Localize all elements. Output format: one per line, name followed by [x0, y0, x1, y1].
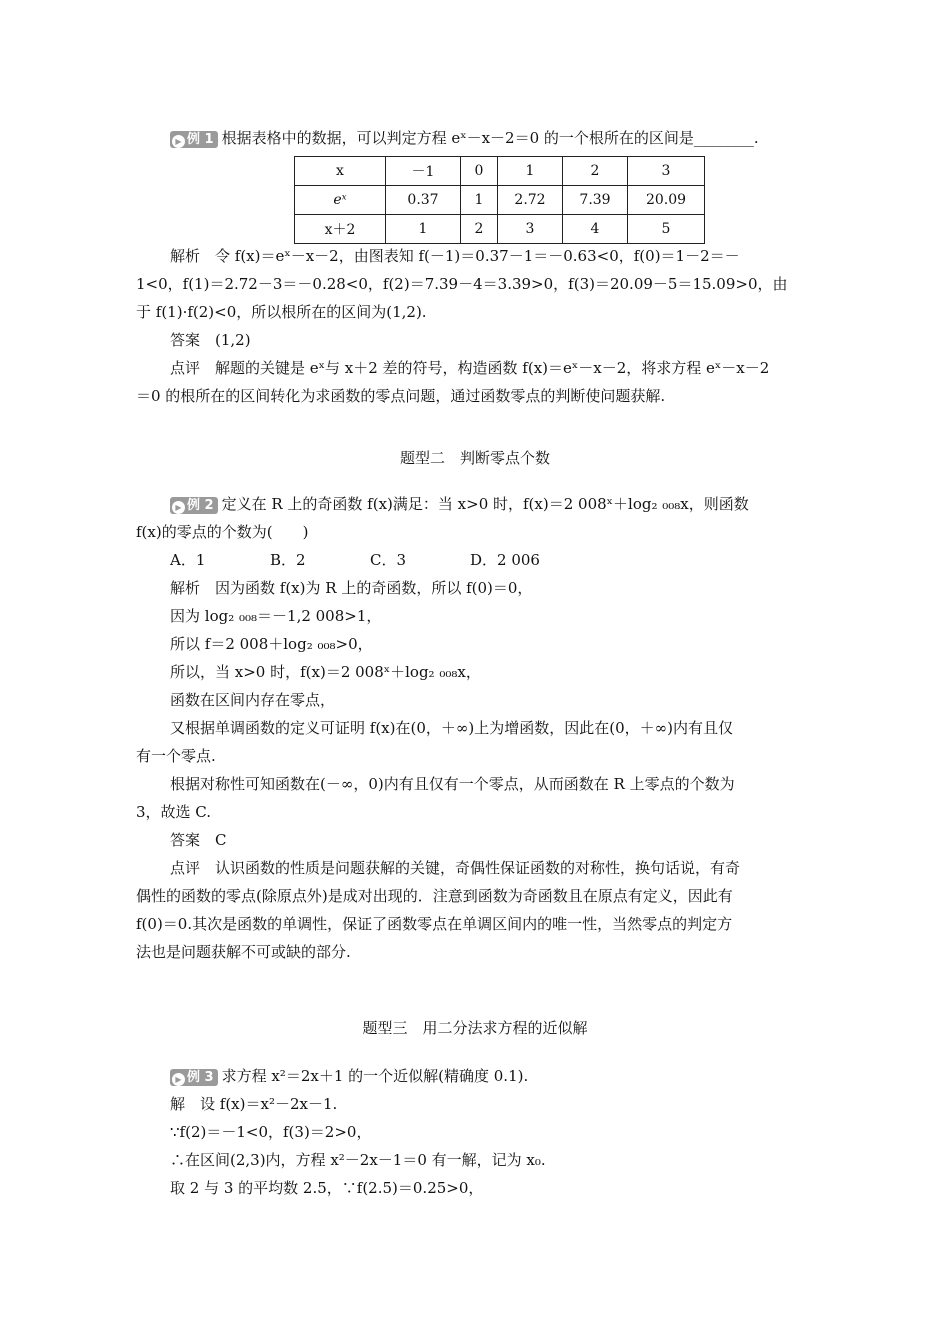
section-3-title: 题型三 用二分法求方程的近似解 — [362, 1019, 588, 1037]
example-2-analysis-line-1: 解析 因为函数 f(x)为 R 上的奇函数，所以 f(0)＝0， — [170, 579, 533, 597]
example-2-option-a: A．1 — [170, 551, 206, 569]
data-table — [294, 156, 705, 244]
table-cell: 1 — [386, 215, 461, 244]
example-3-badge — [170, 1069, 218, 1086]
table-row — [295, 186, 705, 215]
table-cell: x＋2 — [295, 215, 386, 244]
example-2-comment-line-4: 法也是问题获解不可或缺的部分. — [136, 943, 351, 961]
table-cell: 4 — [563, 215, 628, 244]
example-3-badge-label: 例 3 — [187, 1069, 214, 1085]
example-2-answer: 答案 C — [170, 831, 227, 849]
example-2-question-text: 定义在 R 上的奇函数 f(x)满足：当 x>0 时，f(x)＝2 008ˣ＋log₂ ₀₀₈x，则函数 — [221, 495, 749, 513]
example-3-solution-line-1: 解 设 f(x)＝x²－2x－1. — [170, 1095, 338, 1113]
table-row — [295, 157, 705, 186]
example-1-analysis-line-2: 1<0，f(1)＝2.72－3＝－0.28<0，f(2)＝7.39－4＝3.39>0，f(3)＝20.09－5＝15.09>0，由 — [136, 275, 788, 293]
example-2-comment-line-2: 偶性的函数的零点(除原点外)是成对出现的．注意到函数为奇函数且在原点有定义，因此有 — [136, 887, 733, 905]
example-2-analysis-line-5: 函数在区间内存在零点， — [170, 691, 336, 709]
table-cell: 1 — [498, 157, 563, 186]
example-2-analysis-line-9: 3，故选 C. — [136, 803, 212, 821]
table-cell: eˣ — [295, 186, 386, 215]
example-3-solution-line-2: ∵f(2)＝－1<0，f(3)＝2>0， — [170, 1123, 372, 1141]
table-cell: 2.72 — [498, 186, 563, 215]
example-2-option-c: C．3 — [370, 551, 407, 569]
table-cell: 1 — [461, 186, 498, 215]
table-cell: 5 — [628, 215, 705, 244]
example-2-comment-line-1: 点评 认识函数的性质是问题获解的关键，奇偶性保证函数的对称性，换句话说，有奇 — [170, 859, 741, 877]
example-2-comment-line-3: f(0)＝0.其次是函数的单调性，保证了函数零点在单调区间内的唯一性，当然零点的判定方 — [136, 915, 733, 933]
example-1-badge — [170, 131, 218, 148]
example-1-question: 根据表格中的数据，可以判定方程 eˣ－x－2＝0 的一个根所在的区间是________. — [221, 129, 759, 147]
example-2-question-line-2: f(x)的零点的个数为( ) — [136, 523, 309, 541]
example-2-analysis-line-2: 因为 log₂ ₀₀₈＝－1,2 008>1， — [170, 607, 382, 625]
example-2-analysis-line-4: 所以，当 x>0 时，f(x)＝2 008ˣ＋log₂ ₀₀₈x， — [170, 663, 481, 681]
example-2-analysis-line-8: 根据对称性可知函数在(－∞，0)内有且仅有一个零点，从而函数在 R 上零点的个数为 — [170, 775, 735, 793]
example-1-badge-label: 例 1 — [187, 131, 214, 147]
table-cell: 3 — [628, 157, 705, 186]
example-1-analysis-line-1: 解析 令 f(x)＝eˣ－x－2，由图表知 f(－1)＝0.37－1＝－0.63<0，f(0)＝1－2＝－ — [170, 247, 740, 265]
example-1-comment-line-1: 点评 解题的关键是 eˣ与 x＋2 差的符号，构造函数 f(x)＝eˣ－x－2，将求方程 eˣ－x－2 — [170, 359, 770, 377]
table-row — [295, 215, 705, 244]
example-1-question-line — [170, 128, 759, 148]
example-2-question-line-1 — [170, 494, 749, 514]
example-2-analysis-line-3: 所以 f＝2 008＋log₂ ₀₀₈>0， — [170, 635, 373, 653]
example-2-analysis-line-7: 有一个零点. — [136, 747, 216, 765]
example-1-comment-line-2: ＝0 的根所在的区间转化为求函数的零点问题，通过函数零点的判断使问题获解. — [136, 387, 666, 405]
table-cell: 3 — [498, 215, 563, 244]
example-2-badge — [170, 497, 218, 514]
example-2-badge-label: 例 2 — [187, 497, 214, 513]
table-cell: －1 — [386, 157, 461, 186]
example-1-answer: 答案 (1,2) — [170, 331, 251, 349]
play-icon: ▶ — [172, 501, 185, 514]
section-2-title: 题型二 判断零点个数 — [399, 449, 550, 467]
table-cell: 7.39 — [563, 186, 628, 215]
play-icon: ▶ — [172, 1073, 185, 1086]
table-cell: x — [295, 157, 386, 186]
example-3-solution-line-3: ∴在区间(2,3)内，方程 x²－2x－1＝0 有一解，记为 x₀. — [170, 1151, 546, 1169]
example-2-option-d: D．2 006 — [470, 551, 540, 569]
play-icon: ▶ — [172, 135, 185, 148]
example-2-option-b: B．2 — [270, 551, 306, 569]
table-cell: 20.09 — [628, 186, 705, 215]
example-3-solution-line-4: 取 2 与 3 的平均数 2.5，∵f(2.5)＝0.25>0， — [170, 1179, 484, 1197]
table-cell: 0 — [461, 157, 498, 186]
example-2-analysis-line-6: 又根据单调函数的定义可证明 f(x)在(0，＋∞)上为增函数，因此在(0，＋∞)内有且仅 — [170, 719, 733, 737]
example-3-question: 求方程 x²＝2x＋1 的一个近似解(精确度 0.1). — [221, 1067, 529, 1085]
table-cell: 2 — [461, 215, 498, 244]
example-3-question-line — [170, 1066, 528, 1086]
table-cell: 2 — [563, 157, 628, 186]
example-1-analysis-line-3: 于 f(1)·f(2)<0，所以根所在的区间为(1,2). — [136, 303, 427, 321]
table-cell: 0.37 — [386, 186, 461, 215]
